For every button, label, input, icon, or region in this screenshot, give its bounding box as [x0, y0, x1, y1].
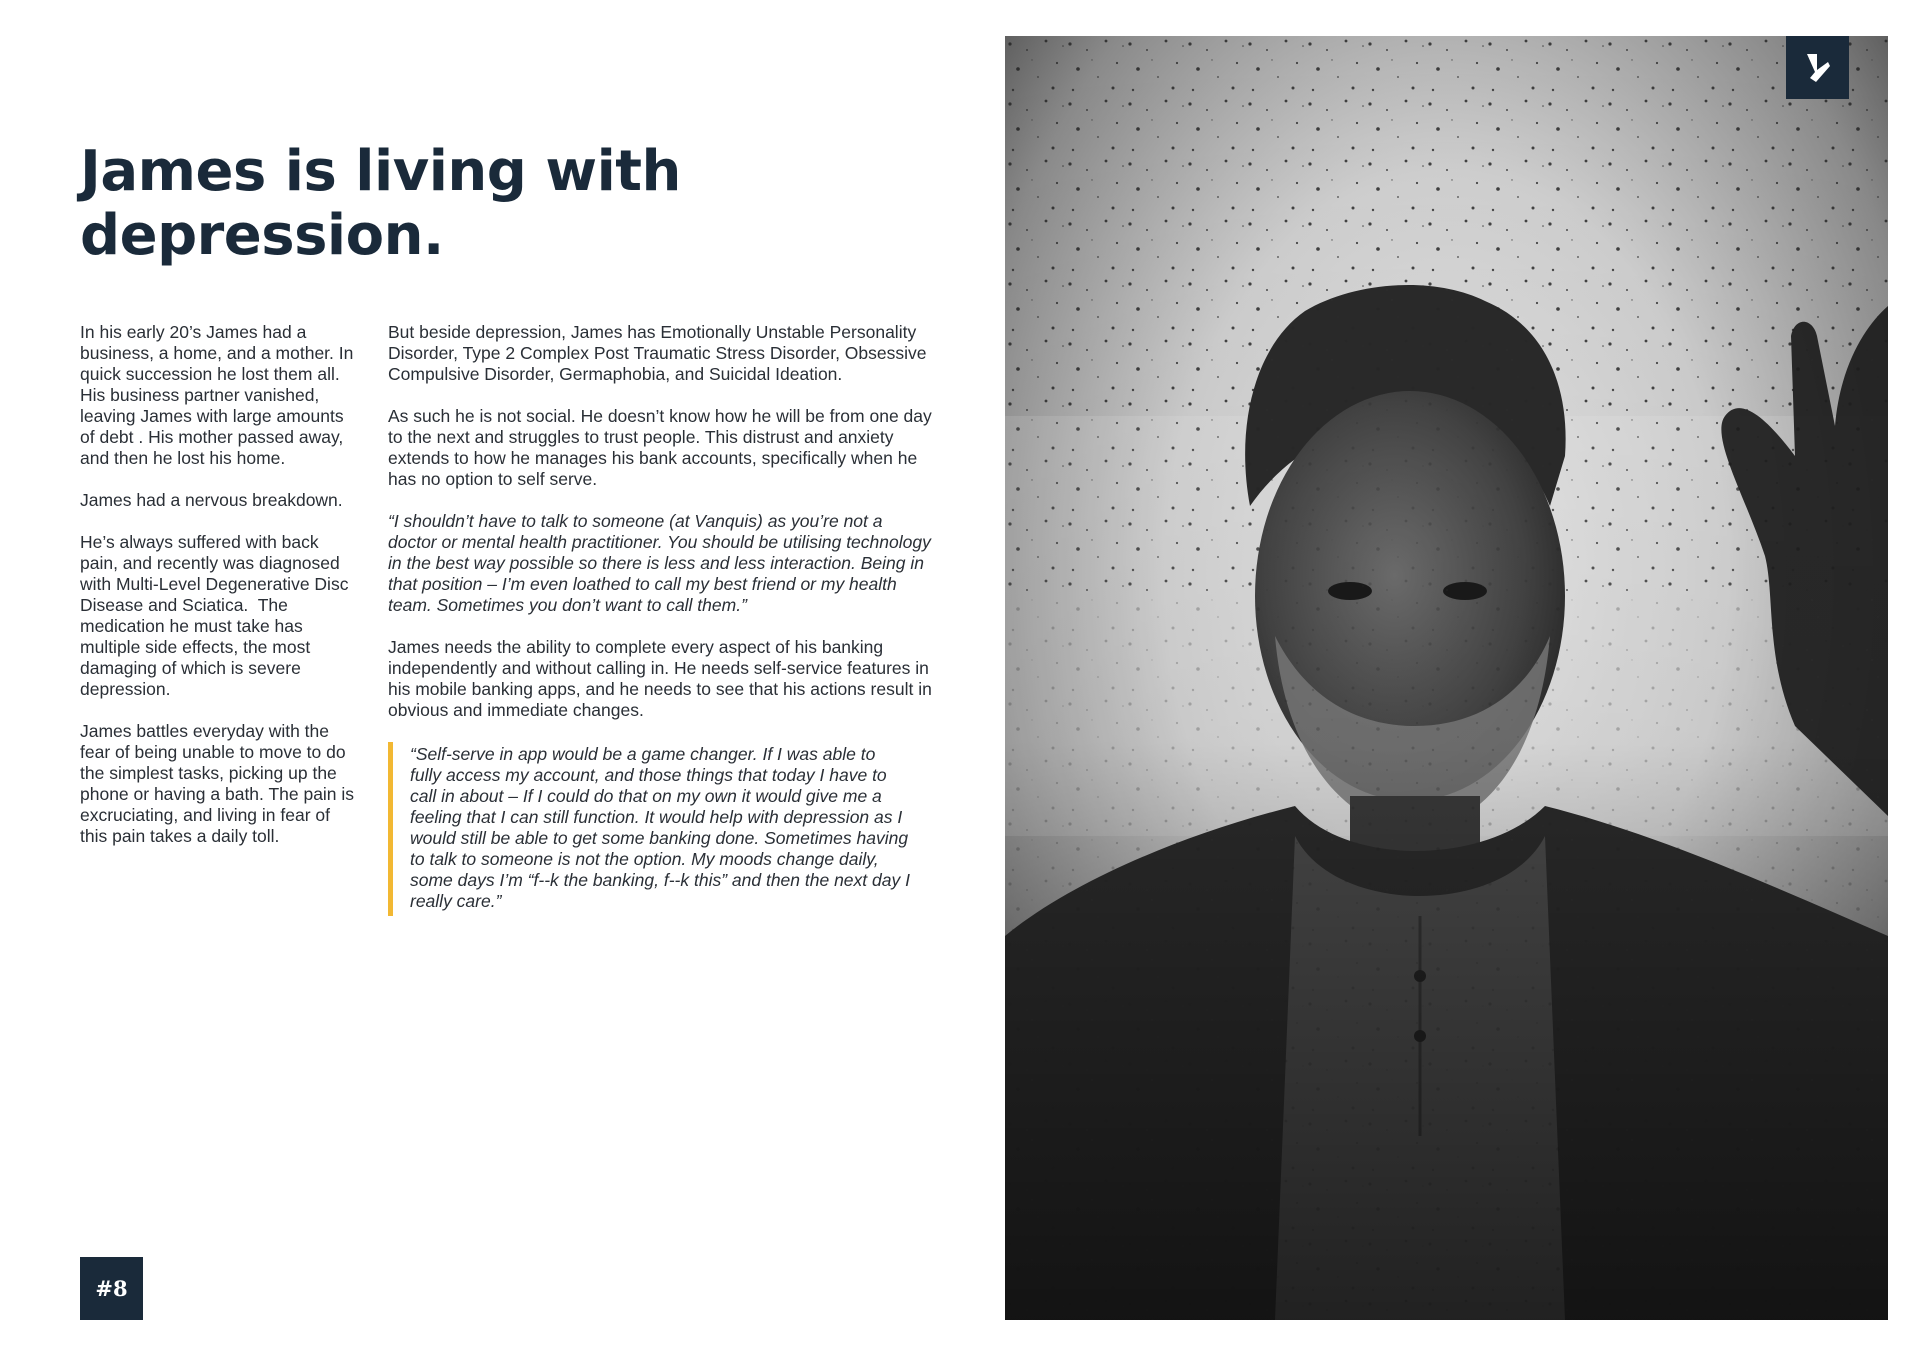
portrait-photo-illustration	[1005, 36, 1888, 1320]
brand-logo-mark	[1804, 52, 1832, 84]
body-paragraph: As such he is not social. He doesn’t know how he will be from one day to the next and struggles to trust people. This distrust and anxiety extends to how he manages his bank accounts, specifically when he has no option to self serve.	[388, 406, 937, 489]
inline-quote: “I shouldn’t have to talk to someone (at Vanquis) as you’re not a doctor or mental health practitioner. You should be utilising technology in the best way possible so there is less and less interaction. Being in that position – I’m even loathed to call my best friend or my health team. Sometimes you don’t want to call them.”	[388, 511, 936, 615]
right-text-column	[388, 322, 937, 916]
body-paragraph: James battles everyday with the fear of being unable to move to do the simplest tasks, picking up the phone or having a bath. The pain is excruciating, and living in fear of this pain takes a daily toll.	[80, 721, 359, 846]
body-paragraph: James needs the ability to complete every aspect of his banking independently and without calling in. He needs self-service features in his mobile banking apps, and he needs to see that his actions result in obvious and immediate changes.	[388, 637, 937, 720]
body-paragraph: James had a nervous breakdown.	[80, 490, 343, 510]
body-paragraph: In his early 20’s James had a business, a home, and a mother. In quick succession he lost them all. His business partner vanished, leaving James with large amounts of debt . His mother passed away, and then he lost his home.	[80, 322, 359, 468]
page-number-badge: #8	[80, 1257, 143, 1320]
brand-logo-icon	[1786, 36, 1849, 99]
pull-quote: “Self-serve in app would be a game changer. If I was able to fully access my account, and those things that today I have to call in about – If I could do that on my own it would give me a feeling that I can still function. It would help with depression as I would still be able to get some banking done. Sometimes having to talk to someone is not the option. My moods change daily, some days I’m “f--k the banking, f--k this” and then the next day I really care.”	[388, 742, 910, 916]
portrait-photo	[1005, 36, 1888, 1320]
page-title: James is living with depression.	[80, 139, 681, 268]
body-paragraph: But beside depression, James has Emotionally Unstable Personality Disorder, Type 2 Complex Post Traumatic Stress Disorder, Obsessive Compulsive Disorder, Germaphobia, and Suicidal Ideation.	[388, 322, 932, 384]
body-paragraph: He’s always suffered with back pain, and recently was diagnosed with Multi-Level Degenerative Disc Disease and Sciatica. The medication he must take has multiple side effects, the most damaging of which is severe depression.	[80, 532, 354, 699]
left-text-column	[80, 322, 359, 868]
